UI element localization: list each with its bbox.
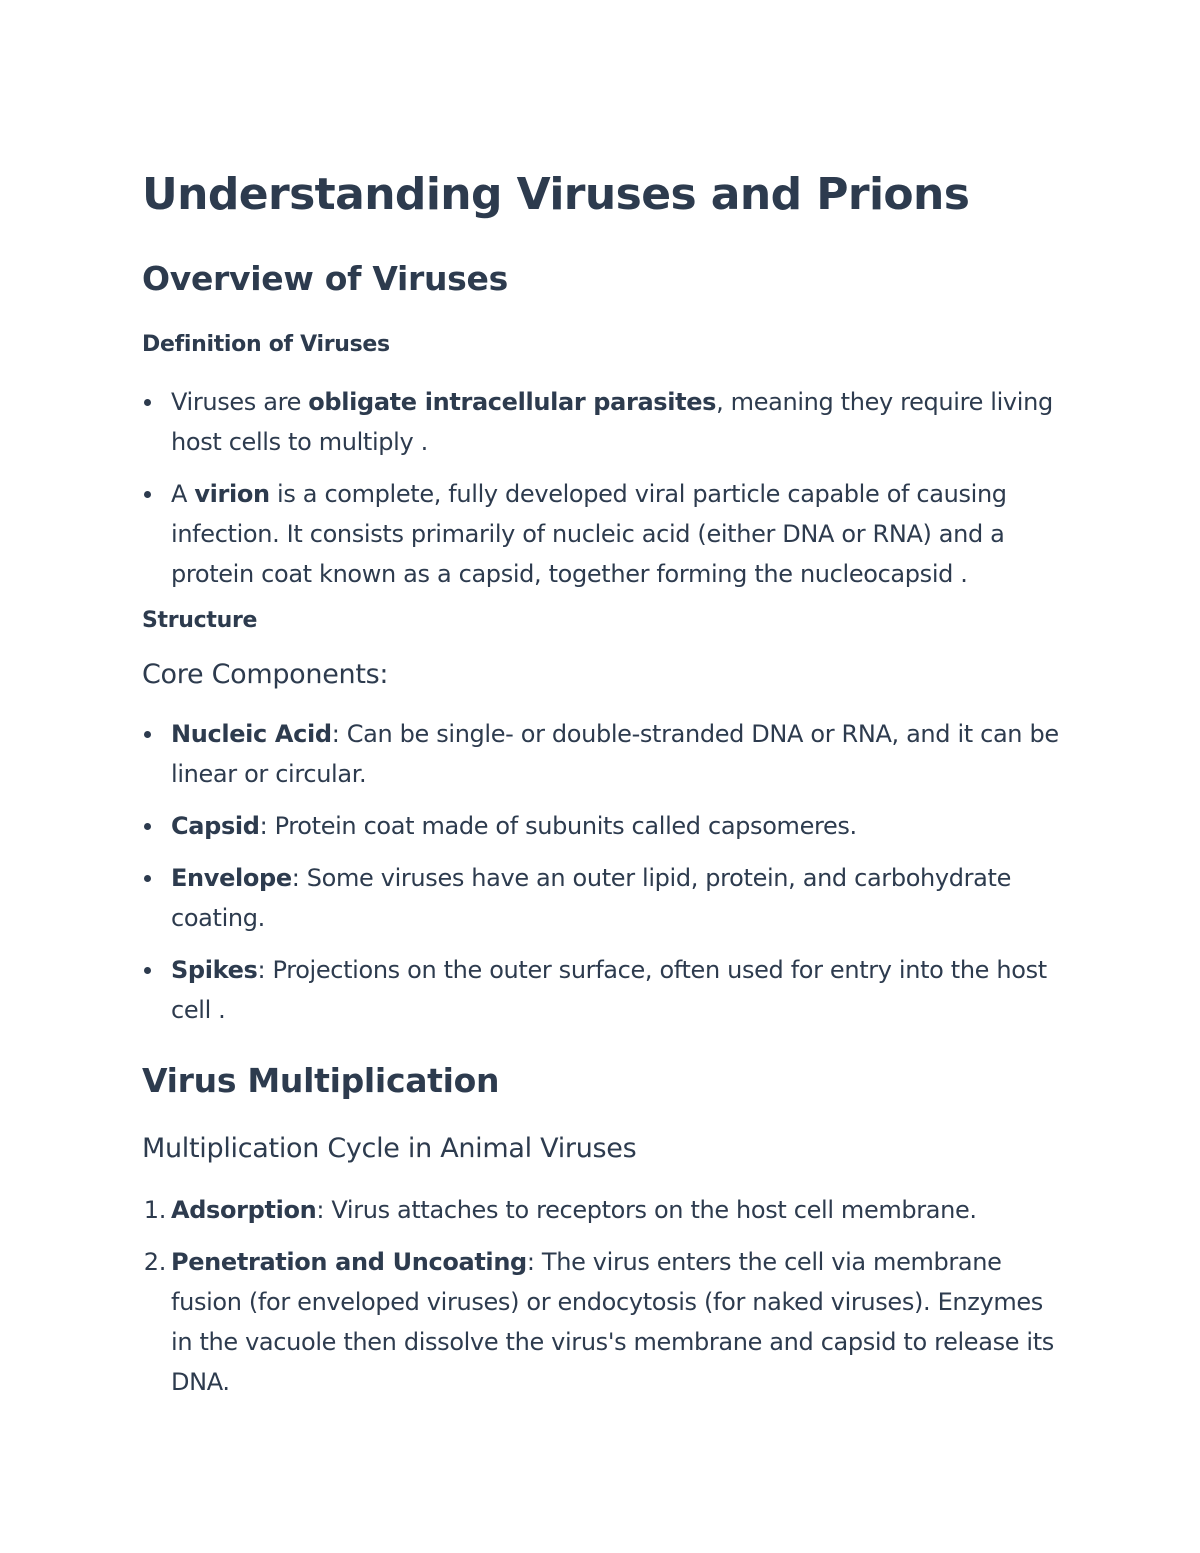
list-item: Spikes: Projections on the outer surface, often used for entry into the host cell . xyxy=(142,950,1062,1030)
document-page xyxy=(142,168,1062,1414)
subheading-multiplication-cycle: Multiplication Cycle in Animal Viruses xyxy=(142,1133,637,1164)
bullet-icon xyxy=(144,491,151,498)
bullet-icon xyxy=(144,399,151,406)
section-heading-overview: Overview of Viruses xyxy=(142,259,508,298)
list-item: Viruses are obligate intracellular parasites, meaning they require living host cells to multiply . xyxy=(142,382,1062,462)
step-number: 2. xyxy=(143,1248,166,1276)
multiplication-steps-list xyxy=(142,1190,1062,1402)
step-number: 1. xyxy=(143,1196,166,1224)
document-title: Understanding Viruses and Prions xyxy=(142,169,970,220)
components-list xyxy=(142,714,1062,1030)
label-definition: Definition of Viruses xyxy=(142,332,390,357)
definition-list xyxy=(142,382,1062,594)
label-structure: Structure xyxy=(142,608,258,633)
list-item: 1. Adsorption: Virus attaches to receptors on the host cell membrane. xyxy=(142,1190,1062,1230)
list-item: Nucleic Acid: Can be single- or double-stranded DNA or RNA, and it can be linear or circular. xyxy=(142,714,1062,794)
bullet-icon xyxy=(144,731,151,738)
list-item: 2. Penetration and Uncoating: The virus enters the cell via membrane fusion (for enveloped viruses) or endocytosis (for naked viruses). Enzymes in the vacuole then dissolve the virus's membrane and capsid to release its DNA. xyxy=(142,1242,1062,1402)
section-heading-multiplication: Virus Multiplication xyxy=(142,1061,500,1100)
bullet-icon xyxy=(144,967,151,974)
bullet-icon xyxy=(144,823,151,830)
subheading-core-components: Core Components: xyxy=(142,659,389,690)
list-item: Capsid: Protein coat made of subunits called capsomeres. xyxy=(142,806,1062,846)
bullet-icon xyxy=(144,875,151,882)
list-item: A virion is a complete, fully developed viral particle capable of causing infection. It consists primarily of nucleic acid (either DNA or RNA) and a protein coat known as a capsid, together forming the nucleocapsid . xyxy=(142,474,1062,594)
list-item: Envelope: Some viruses have an outer lipid, protein, and carbohydrate coating. xyxy=(142,858,1062,938)
